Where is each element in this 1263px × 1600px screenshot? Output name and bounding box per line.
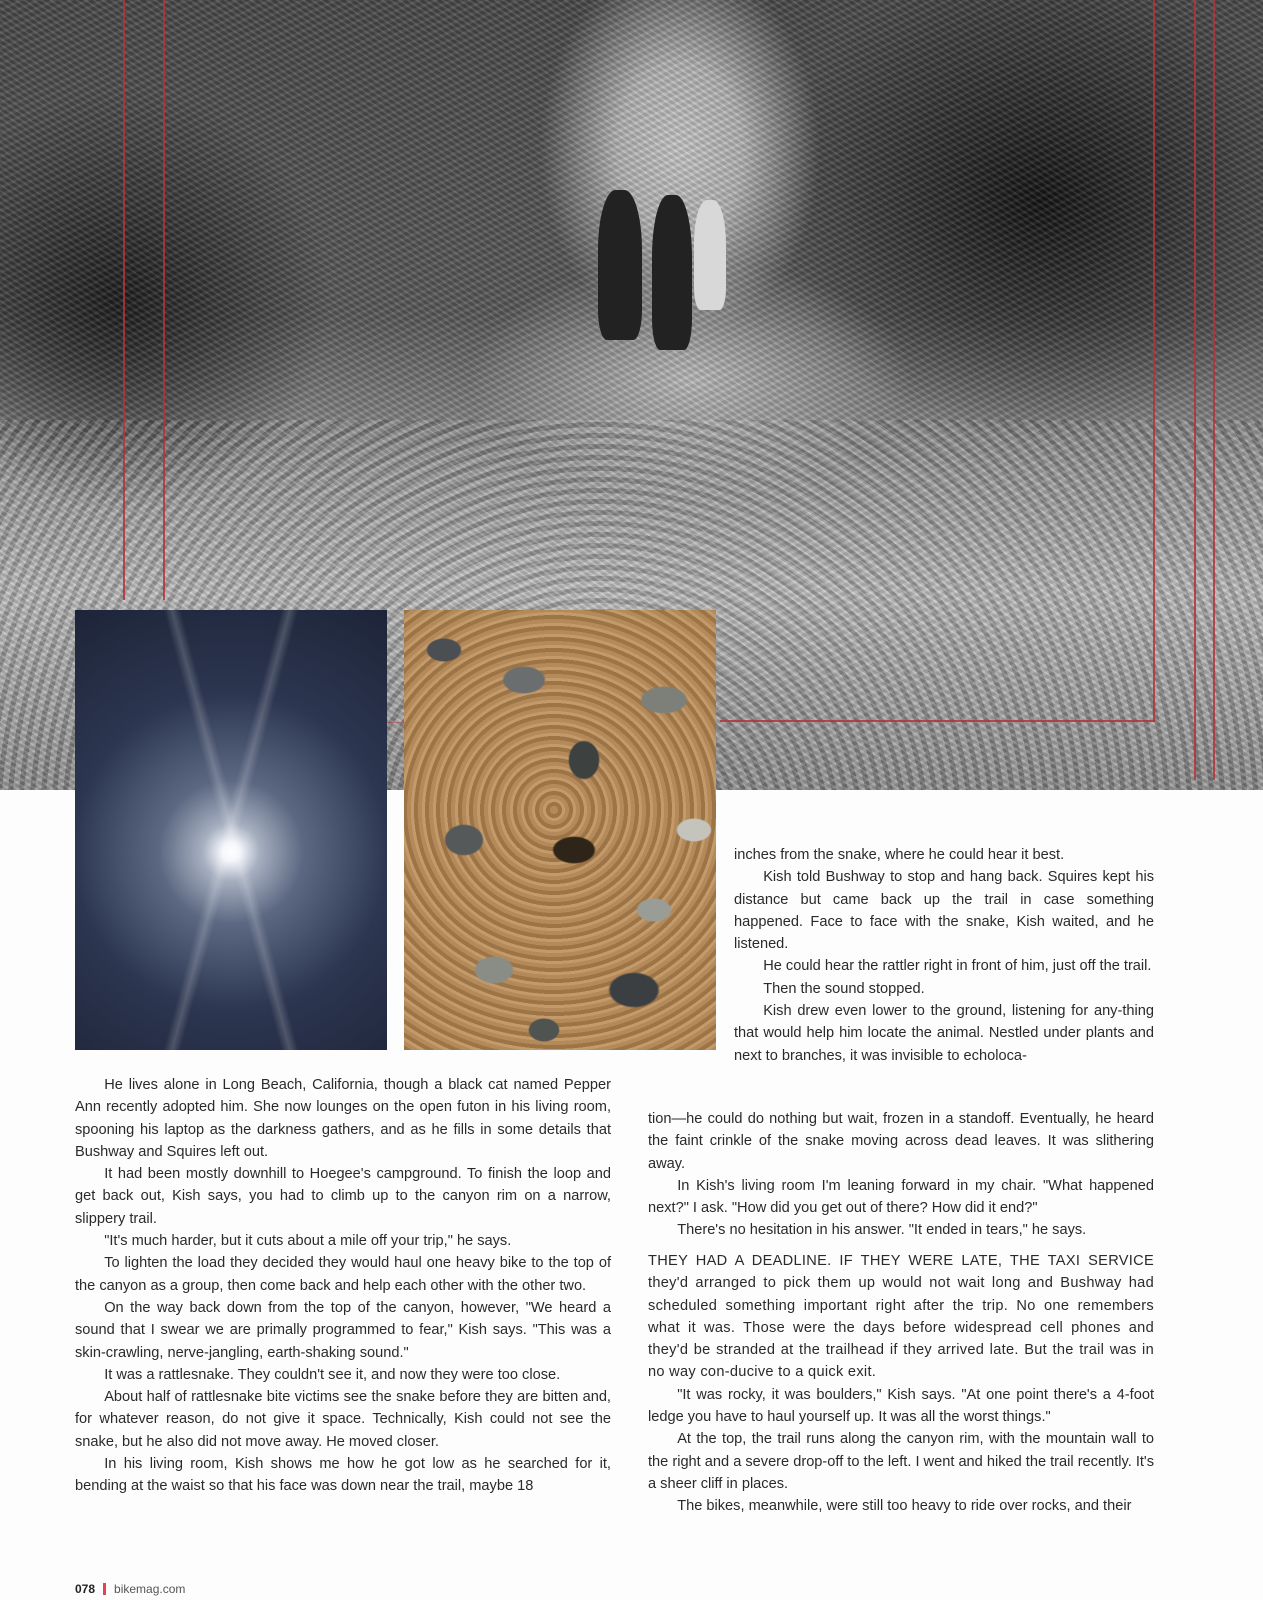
paragraph: Kish drew even lower to the ground, listening for any-thing that would help him locate the animal. Nestled under plants and next to branches, it was invisible to echoloca- (734, 1003, 1154, 1064)
site-url[interactable]: bikemag.com (114, 1582, 186, 1596)
guide-line (1153, 482, 1155, 722)
paragraph: To lighten the load they decided they would haul one heavy bike to the top of the canyon as a group, then come back and help each other with the other two. (75, 1255, 611, 1294)
paragraph: In Kish's living room I'm leaning forward in my chair. "What happened next?" I ask. "How did you get out of there? How did it end?" (648, 1177, 1154, 1217)
section-lead-paragraph: THEY HAD A DEADLINE. IF THEY WERE LATE, THE TAXI SERVICE they'd arranged to pick them up would not wait long and Bushway had scheduled something important right after the trip. No one remembers what it was. Those were the days before widespread cell phones and they'd be stranded at the trailhead if they arrived late. But the trail was in no way con-ducive to a quick exit. (648, 1253, 1154, 1381)
footer-divider (103, 1583, 106, 1595)
right-column-top (734, 844, 1154, 1067)
paragraph: On the way back down from the top of the canyon, however, "We heard a sound that I swear we are primally programmed to fear," Kish says. "This was a skin-crawling, nerve-jangling, earth-shaking sound." (75, 1299, 611, 1361)
paragraph: In his living room, Kish shows me how he got low as he searched for it, bending at the waist so that his face was down near the trail, maybe 18 (75, 1456, 611, 1495)
paragraph: inches from the snake, where he could hear it best. (734, 847, 1065, 863)
paragraph: There's no hesitation in his answer. "It ended in tears," he says. (677, 1222, 1087, 1239)
guide-line (1194, 0, 1196, 780)
rocks-photo (404, 610, 716, 1050)
sun-photo (75, 610, 387, 1050)
paragraph: The bikes, meanwhile, were still too heavy to ride over rocks, and their (677, 1498, 1132, 1515)
guide-line (123, 0, 125, 600)
right-column-mid (648, 1108, 1154, 1242)
guide-line (163, 0, 165, 600)
guide-line (1153, 0, 1155, 482)
rider-1 (598, 190, 642, 340)
paragraph: "It was rocky, it was boulders," Kish says. "At one point there's a 4-foot ledge you have to haul yourself up. It was all the worst things." (648, 1386, 1154, 1426)
paragraph: tion—he could do nothing but wait, frozen in a standoff. Eventually, he heard the faint crinkle of the snake moving across dead leaves. It was slithering away. (648, 1111, 1154, 1172)
rider-3 (694, 200, 726, 310)
paragraph: It had been mostly downhill to Hoegee's campground. To finish the loop and get back out, Kish says, you had to climb up to the canyon rim on a narrow, slippery trail. (75, 1166, 611, 1227)
paragraph: About half of rattlesnake bite victims see the snake before they are bitten and, for whatever reason, do not give it space. Technically, Kish could not see the snake, but he also did not move away. He moved closer. (75, 1389, 611, 1450)
paragraph: He could hear the rattler right in front of him, just off the trail. (763, 958, 1152, 975)
page-number: 078 (75, 1582, 96, 1596)
guide-line (720, 720, 1155, 722)
right-column-bottom (648, 1250, 1154, 1518)
paragraph: At the top, the trail runs along the canyon rim, with the mountain wall to the right and a severe drop-off to the left. I went and hiked the trail recently. It's a sheer cliff in places. (648, 1431, 1155, 1492)
guide-line (1213, 0, 1215, 780)
paragraph: "It's much harder, but it cuts about a mile off your trip," he says. (104, 1233, 512, 1250)
page-footer (75, 1582, 185, 1596)
paragraph: Kish told Bushway to stop and hang back. Squires kept his distance but came back up the trail in case something happened. Face to face with the snake, Kish waited, and he listened. (734, 869, 1154, 953)
paragraph: Then the sound stopped. (763, 980, 925, 997)
rider-2 (652, 195, 692, 350)
paragraph: He lives alone in Long Beach, California, though a black cat named Pepper Ann recently adopted him. She now lounges on the open futon in his living room, spooning his laptop as the darkness gathers, and as he fills in some details that Bushway and Squires left out. (75, 1077, 611, 1160)
paragraph: It was a rattlesnake. They couldn't see it, and now they were too close. (104, 1366, 561, 1383)
left-column (75, 1074, 611, 1498)
